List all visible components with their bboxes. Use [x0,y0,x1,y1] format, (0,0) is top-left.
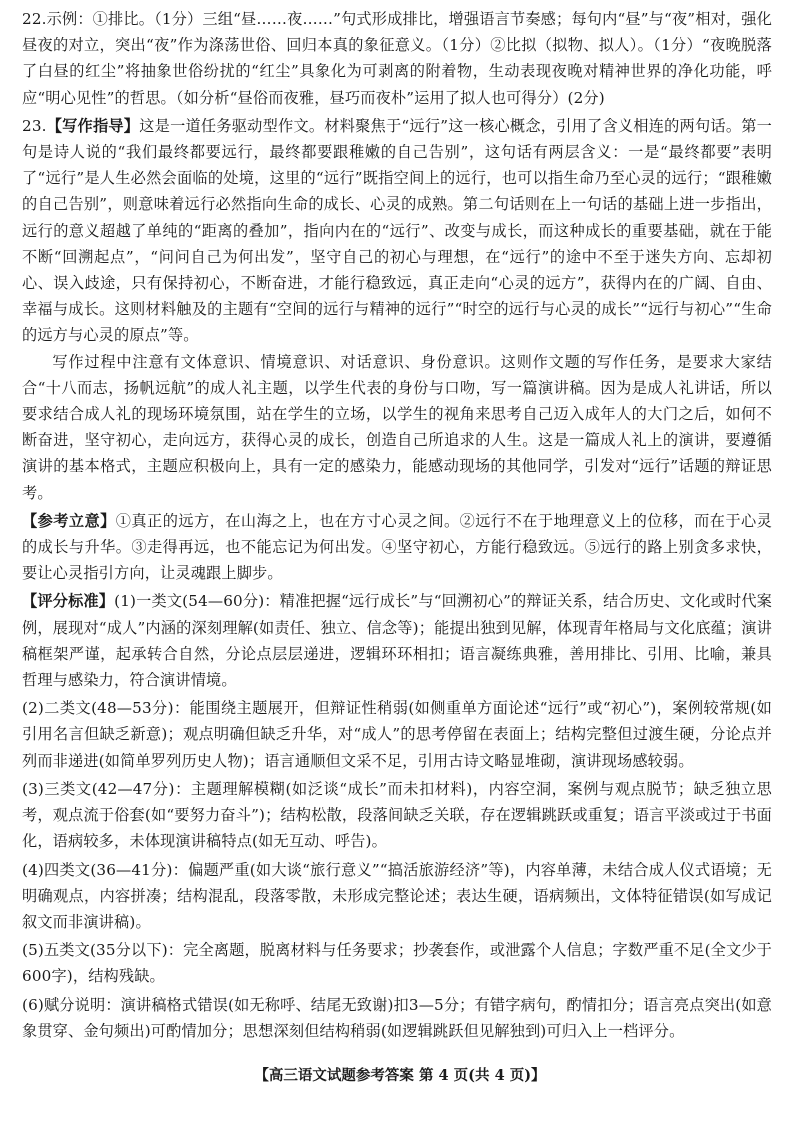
question-23-number: 23. [22,116,47,135]
reference-ideas-text: ①真正的远方，在山海之上，也在方寸心灵之间。②远行不在于地理意义上的位移，而在于心灵的成长与升华。③走得再远，也不能忘记为何出发。④坚守初心，方能行稳致远。⑤远行的路上别贪多求快，要让心灵指引方向，让灵魂跟上脚步。 [22,511,772,583]
grade-6-text: (6)赋分说明：演讲稿格式错误(如无称呼、结尾无致谢)扣3—5分；有错字病句，酌情扣分；语言亮点突出(如意象贯穿、金句频出)可酌情加分；思想深刻但结构稍弱(如逻辑跳跃但见解独到)可归入上一档评分。 [22,995,773,1040]
grading-standard-first-class [22,588,772,693]
grade-1-text: (1)一类文(54—60分)：精准把握“远行成长”与“回溯初心”的辩证关系，结合历史、文化或时代案例，展现对“成人”内涵的深刻理解(如责任、独立、信念等)；能提出独到见解，体现青年格局与文化底蕴；演讲稿框架严谨，起承转合自然，分论点层层递进，逻辑环环相扣；语言凝练典雅，善用排比、引用、比喻，兼具哲理与感染力，符合演讲情境。 [22,592,773,690]
question-22-answer: 22.示例：①排比。（1分）三组“昼……夜……”句式形成排比，增强语言节奏感；每句内“昼”与“夜”相对，强化昼夜的对立，突出“夜”作为涤荡世俗、回归本真的象征意义。（1分）②比拟（拟物、拟人）。（1分）“夜晚脱落了白昼的红尘”将抽象世俗纷扰的“红尘”具象化为可剥离的附着物，生动表现夜晚对精神世界的净化功能，呼应“明心见性”的哲思。（如分析“昼俗而夜雅，昼巧而夜朴”运用了拟人也可得分）(2分) [22,10,772,107]
writing-process-paragraph: 写作过程中注意有文体意识、情境意识、对话意识、身份意识。这则作文题的写作任务，是要求大家结合“十八而志，扬帆远航”的成人礼主题，以学生代表的身份与口吻，写一篇演讲稿。因为是成人礼讲话，所以要求结合成人礼的现场环境氛围，站在学生的立场，以学生的视角来思考自己迈入成年人的大门之后，如何不断奋进，坚守初心，走向远方，获得心灵的成长，创造自己所追求的人生。这是一篇成人礼上的演讲，要遵循演讲的基本格式，主题应积极向上，具有一定的感染力，能感动现场的其他同学，引发对“远行”话题的辩证思考。 [22,352,772,502]
grade-2-text: (2)二类文(48—53分)：能围绕主题展开，但辩证性稍弱(如侧重单方面论述“远行”或“初心”)，案例较常规(如引用名言但缺乏新意)；观点明确但缺乏升华，对“成人”的思考停留在表面上；结构完整但过渡生硬，分论点并列而非递进(如简单罗列历史人物)；语言通顺但文采不足，引用古诗文略显堆砌，演讲现场感较弱。 [22,699,772,770]
grade-4-text: (4)四类文(36—41分)：偏题严重(如大谈“旅行意义”“搞活旅游经济”等)，内容单薄，未结合成人仪式语境；无明确观点，内容拼凑；结构混乱，段落零散，未形成完整论述；表达生硬，语病频出，文体特征错误(如写成记叙文而非演讲稿)。 [22,860,772,931]
page-footer: 【高三语文试题参考答案 第 4 页(共 4 页)】 [254,1067,546,1084]
writing-guide-label: 【写作指导】 [46,116,140,135]
question-23-writing-guide [22,113,772,349]
grade-3-text: (3)三类文(42—47分)：主题理解模糊(如泛谈“成长”而未扣材料)，内容空洞，案例与观点脱节；缺乏独立思考，观点流于俗套(如“要努力奋斗”)；结构松散，段落间缺乏关联，存在逻辑跳跃或重复；语言平淡或过于书面化，语病较多，未体现演讲稿特点(如无互动、呼告)。 [22,779,772,851]
grade-5-text: (5)五类文(35分以下)：完全离题，脱离材料与任务要求；抄袭套作，或泄露个人信息；字数严重不足(全文少于600字)，结构残缺。 [22,941,773,986]
grading-standard-label: 【评分标准】 [22,592,115,611]
writing-guide-text: 这是一道任务驱动型作文。材料聚焦于“远行”这一核心概念，引用了含义相连的两句话。第一句是诗人说的“我们最终都要远行，最终都要跟稚嫩的自己告别”，这句话有两层含义：一是“最终都要”表明了“远行”是人生必然会面临的处境，这里的“远行”既指空间上的远行，也可以指生命乃至心灵的远行；“跟稚嫩的自己告别”，则意味着远行必然指向生命的成长、心灵的成熟。第二句话则在上一句话的基础上进一步指出，远行的意义超越了单纯的“距离的叠加”，指向内在的“远行”、改变与成长，而这种成长的重要基础，就在于能不断“回溯起点”，“问问自己为何出发”，坚守自己的初心与理想，在“远行”的途中不至于迷失方向、忘却初心、误入歧途，只有保持初心，不断奋进，才能行稳致远，真正走向“心灵的远方”，获得内在的广阔、自由、幸福与成长。这则材料触及的主题有“空间的远行与精神的远行”“时空的远行与心灵的成长”“远行与初心”“生命的远方与心灵的原点”等。 [22,116,772,345]
reference-ideas [22,508,772,587]
reference-ideas-label: 【参考立意】 [22,511,116,530]
